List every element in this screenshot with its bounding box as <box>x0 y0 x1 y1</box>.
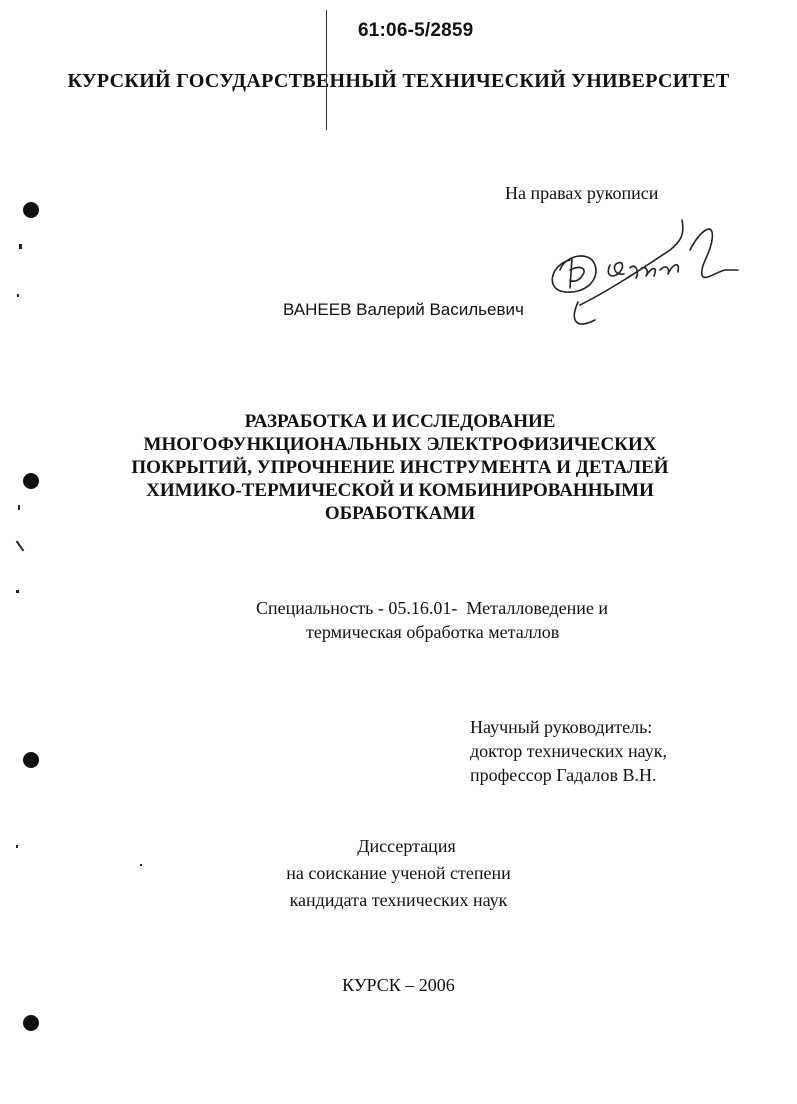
supervisor-degree: доктор технических наук, <box>470 741 667 761</box>
punch-hole-mark <box>23 1015 39 1031</box>
scan-speck <box>17 294 19 297</box>
scan-speck <box>140 864 142 866</box>
punch-hole-mark <box>23 473 39 489</box>
title-line: ХИМИКО-ТЕРМИЧЕСКОЙ И КОМБИНИРОВАННЫМИ <box>146 480 654 501</box>
scan-speck <box>16 845 18 848</box>
catalog-number: 61:06-5/2859 <box>358 20 474 41</box>
scan-speck <box>19 244 22 249</box>
supervisor-name: профессор Гадалов В.Н. <box>470 765 657 785</box>
university-name: КУРСКИЙ ГОСУДАРСТВЕННЫЙ ТЕХНИЧЕСКИЙ УНИВЕРСИТЕТ <box>67 70 730 92</box>
title-line: ПОКРЫТИЙ, УПРОЧНЕНИЕ ИНСТРУМЕНТА И ДЕТАЛЕЙ <box>131 457 669 478</box>
title-line: ОБРАБОТКАМИ <box>324 503 476 524</box>
city-year: КУРСК – 2006 <box>342 975 455 995</box>
dissertation-title <box>80 410 720 525</box>
scan-speck <box>16 590 19 593</box>
supervisor-label: Научный руководитель: <box>470 717 653 737</box>
dissertation-line-1: Диссертация <box>357 836 456 856</box>
scan-speck <box>16 541 25 552</box>
scan-speck <box>18 505 20 510</box>
supervisor-block <box>470 715 667 787</box>
dissertation-line-3: кандидата технических наук <box>289 890 508 910</box>
punch-hole-mark <box>23 752 39 768</box>
title-line: РАЗРАБОТКА И ИССЛЕДОВАНИЕ <box>244 411 556 432</box>
author-name: ВАНЕЕВ Валерий Васильевич <box>283 300 524 319</box>
dissertation-type <box>0 833 797 914</box>
specialty <box>256 596 608 644</box>
specialty-line-2: термическая обработка металлов <box>306 622 560 642</box>
rights-note: На правах рукописи <box>505 183 659 203</box>
specialty-line-1: Специальность - 05.16.01- Металловедение и <box>256 598 609 618</box>
punch-hole-mark <box>23 202 39 218</box>
title-line: МНОГОФУНКЦИОНАЛЬНЫХ ЭЛЕКТРОФИЗИЧЕСКИХ <box>143 434 657 455</box>
dissertation-line-2: на соискание ученой степени <box>286 863 511 883</box>
handwritten-signature <box>540 210 740 335</box>
